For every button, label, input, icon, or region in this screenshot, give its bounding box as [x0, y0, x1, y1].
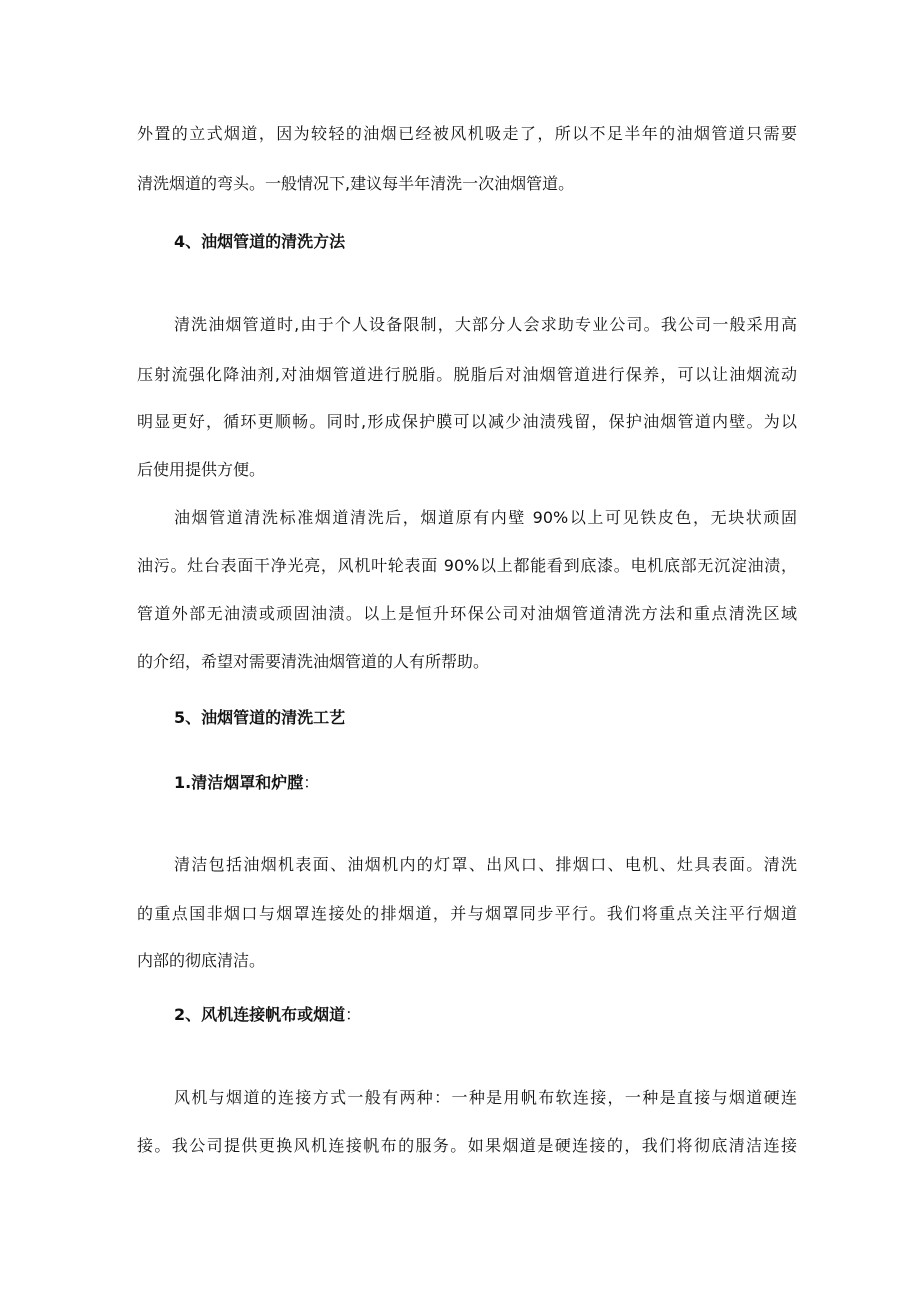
s4-p2-line-2: 油污。灶台表面干净光亮，风机叶轮表面 90%以上都能看到底漆。电机底部无沉淀油渍，: [137, 556, 797, 575]
sub1-line-2: 的重点国非烟口与烟罩连接处的排烟道，并与烟罩同步平行。我们将重点关注平行烟道: [137, 904, 797, 923]
s4-p1-line-3: 明显更好，循环更顺畅。同时,形成保护膜可以减少油渍残留，保护油烟管道内壁。为以: [137, 412, 797, 431]
sub2-line-1: 风机与烟道的连接方式一般有两种：一种是用帆布软连接，一种是直接与烟道硬连: [174, 1088, 797, 1107]
sub1-heading: [174, 772, 319, 794]
s4-p2-line-3: 管道外部无油渍或顽固油渍。以上是恒升环保公司对油烟管道清洗方法和重点清洗区域: [137, 604, 797, 623]
sub2-heading-colon: ：: [345, 1005, 362, 1024]
s4-p1-line-2: 压射流强化降油剂,对油烟管道进行脱脂。脱脂后对油烟管道进行保养，可以让油烟流动: [137, 365, 797, 384]
sub1-heading-text: 1.清洁烟罩和炉膛: [174, 773, 304, 792]
s4-p1-line-1: 清洗油烟管道时,由于个人设备限制，大部分人会求助专业公司。我公司一般采用高: [174, 315, 797, 334]
s4-p2-line-1: 油烟管道清洗标准烟道清洗后，烟道原有内壁 90%以上可见铁皮色，无块状顽固: [174, 508, 797, 527]
s4-p2-line-4: 的介绍，希望对需要清洗油烟管道的人有所帮助。: [137, 652, 490, 671]
intro-line-2: 清洗烟道的弯头。一般情况下,建议每半年清洗一次油烟管道。: [137, 174, 575, 193]
section4-heading: 4、油烟管道的清洗方法: [174, 232, 346, 251]
sub1-line-1: 清洁包括油烟机表面、油烟机内的灯罩、出风口、排烟口、电机、灶具表面。清洗: [174, 855, 797, 874]
sub1-line-3: 内部的彻底清洁。: [137, 951, 266, 970]
intro-line-1: 外置的立式烟道，因为较轻的油烟已经被风机吸走了，所以不足半年的油烟管道只需要: [137, 124, 797, 143]
s4-p1-line-4: 后使用提供方便。: [137, 460, 266, 479]
section5-heading: 5、油烟管道的清洗工艺: [174, 708, 346, 727]
sub2-line-2: 接。我公司提供更换风机连接帆布的服务。如果烟道是硬连接的，我们将彻底清洁连接: [137, 1136, 797, 1155]
sub2-heading: [174, 1004, 361, 1026]
sub2-heading-text: 2、风机连接帆布或烟道: [174, 1005, 346, 1024]
sub1-heading-colon: ：: [303, 773, 320, 792]
